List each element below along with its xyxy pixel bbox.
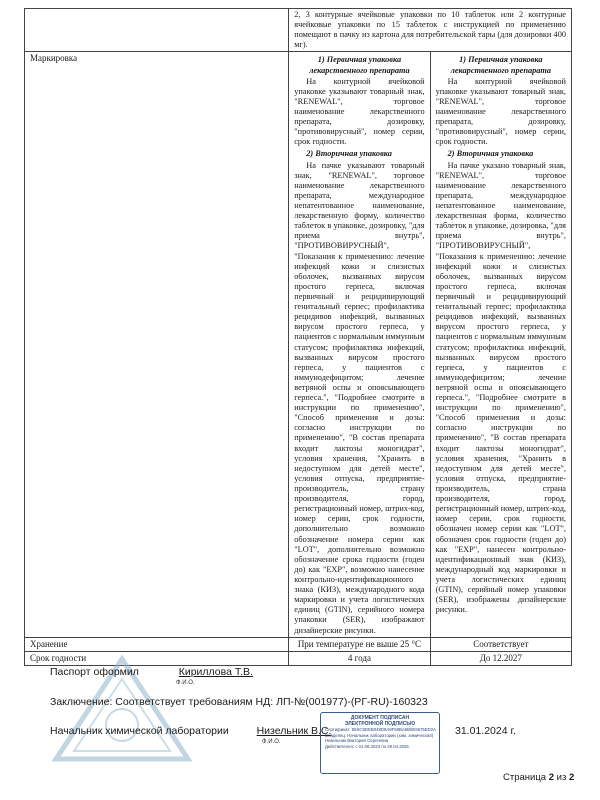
- row-label-storage: Хранение: [25, 637, 289, 651]
- passport-label: Паспорт оформил: [50, 666, 139, 678]
- marking-results: 1) Первичная упаковка лекарственного препарата На контурной ячейковой упаковке указывают товарный знак, "RENEWAL", торговое наименование лекарственного препарата, дозировку, "противовирусный", номер серии, срок годности. 2) Вторичная упаковка На пачке указано товарный знак, "RENEWAL", торговое наименование лекарственного препарата, международное непатентованное наименование, лекарственная форма, количество таблеток в упаковке, дозировка, "для приема внутрь", "ПРОТИВОВИРУСНЫЙ", "Показания к применению: лечение инфекций кожи и слизистых оболочек, вызванных вирусом простого герпеса, включая первичный и рецидивирующий генитальный герпес; профилактика рецидивов инфекций, вызванных вирусом простого герпеса, у пациентов с нормальным иммунным статусом; профилактика инфекций, вызванных вирусом простого герпеса, у пациентов с иммунодефицитом; лечение ветряной оспы и опоясывающего герпеса.", "Подробнее смотрите в инструкции по применению", "Способ применения и дозы: согласно инструкции по применению", "В состав препарата входит лактозы моногидрат", условия хранения, "Хранить в недоступном для детей месте", условия отпуска, предприятие-производитель, страна производителя, город, регистрационный номер, штрих-код, номер серии, срок годности, обозначен номер серии как "LOT", обозначен срок годности (годен до) как "EXP", нанесен контрольно-идентификационный знак (КИЗ), международный код маркировки и учета логистических единиц (GTIN), серийный номер упаковки (SER), изображены дизайнерские рисунки.: [430, 52, 571, 637]
- storage-requirement: При температуре не выше 25 °С: [289, 637, 430, 651]
- page-number: Страница 2 из 2: [503, 772, 575, 783]
- row-label-marking: Маркировка: [25, 52, 289, 637]
- packaging-continued-text: 2, 3 контурные ячейковые упаковки по 10 таблеток или 2 контурные ячейковые упаковки по 15 таблеток с инструкцией по применению помещают в пачку из картона для потребительской тары (для дозировки 400 мг).: [294, 10, 566, 50]
- stamp-owner: Владелец: Начальник лаборатории (хим. химическая): [325, 732, 434, 738]
- table-row: [25, 9, 572, 52]
- shelf-life-result: До 12.2027: [430, 651, 571, 665]
- table-row-marking: [25, 52, 572, 637]
- marking-requirements: 1) Первичная упаковка лекарственного препарата На контурной ячейковой упаковке указывают товарный знак, "RENEWAL", торговое наименование лекарственного препарата, дозировку, "противовирусный", номер серии, срок годности. 2) Вторичная упаковка На пачке указывают товарный знак, "RENEWAL", торговое наименование лекарственного препарата, международное непатентованное наименование, лекарственную форму, количество таблеток в упаковке, дозировку, "для приема внутрь", "ПРОТИВОВИРУСНЫЙ", "Показания к применению: лечение инфекций кожи и слизистых оболочек, вызванных вирусом простого герпеса, включая первичный и рецидивирующий генитальный герпес; профилактика рецидивов инфекций, вызванных вирусом простого герпеса, у пациентов с нормальным иммунным статусом; профилактика инфекций, вызванных вирусом простого герпеса, у пациентов с иммунодефицитом; лечение ветряной оспы и опоясывающего герпеса.", "Подробнее смотрите в инструкции по применению", "Способ применения и дозы: согласно инструкции по применению", "В состав препарата входит лактозы моногидрат", условия хранения, "Хранить в недоступном для детей месте", условия отпуска, предприятие-производитель, страну производителя, город, регистрационный номер, штрих-код, номер серии, срок годности, дополнительно возможно обозначение номера серии как "LOT", дополнительно возможно обозначение срока годности (годен до) как "EXP", возможно нанесение контрольно-идентификационного знака (КИЗ), международного кода маркировки и учета логистических единиц (GTIN), серийного номера упаковки (SER), изображают дизайнерские рисунки.: [289, 52, 430, 637]
- stamp-validity: Действителен: с 01.08.2023 по 28.04.2026: [325, 743, 409, 749]
- conclusion-text: Заключение: Соответствует требованиям НД: ЛП-№(001977)-(РГ-RU)-160323: [50, 696, 428, 708]
- specification-table: [24, 8, 572, 666]
- signature-date: 31.01.2024 г.: [455, 725, 516, 737]
- passport-fio-caption: Ф.И.О.: [176, 680, 195, 686]
- head-name: Низельник В.С.: [256, 725, 332, 737]
- head-fio-caption: Ф.И.О.: [262, 739, 281, 745]
- electronic-signature-stamp: [320, 712, 440, 774]
- stamp-title: ДОКУМЕНТ ПОДПИСАН ЭЛЕКТРОННОЙ ПОДПИСЬЮ: [344, 715, 416, 727]
- row-label-shelf-life: Срок годности: [25, 651, 289, 665]
- head-line: [50, 725, 331, 737]
- stamp-owner-name: Низельник Виктория Сергеевна: [325, 738, 389, 744]
- head-label: Начальник химической лаборатории: [50, 725, 229, 737]
- storage-result: Соответствует: [430, 637, 571, 651]
- shelf-life-requirement: 4 года: [289, 651, 430, 665]
- passport-line: [50, 666, 253, 678]
- passport-name: Кириллова Т.В.: [178, 666, 253, 678]
- table-row-storage: [25, 637, 572, 651]
- stamp-certificate: Сертификат: 5E6C8DEB048D8A9F68BA6B0E8675ED2A: [325, 727, 437, 732]
